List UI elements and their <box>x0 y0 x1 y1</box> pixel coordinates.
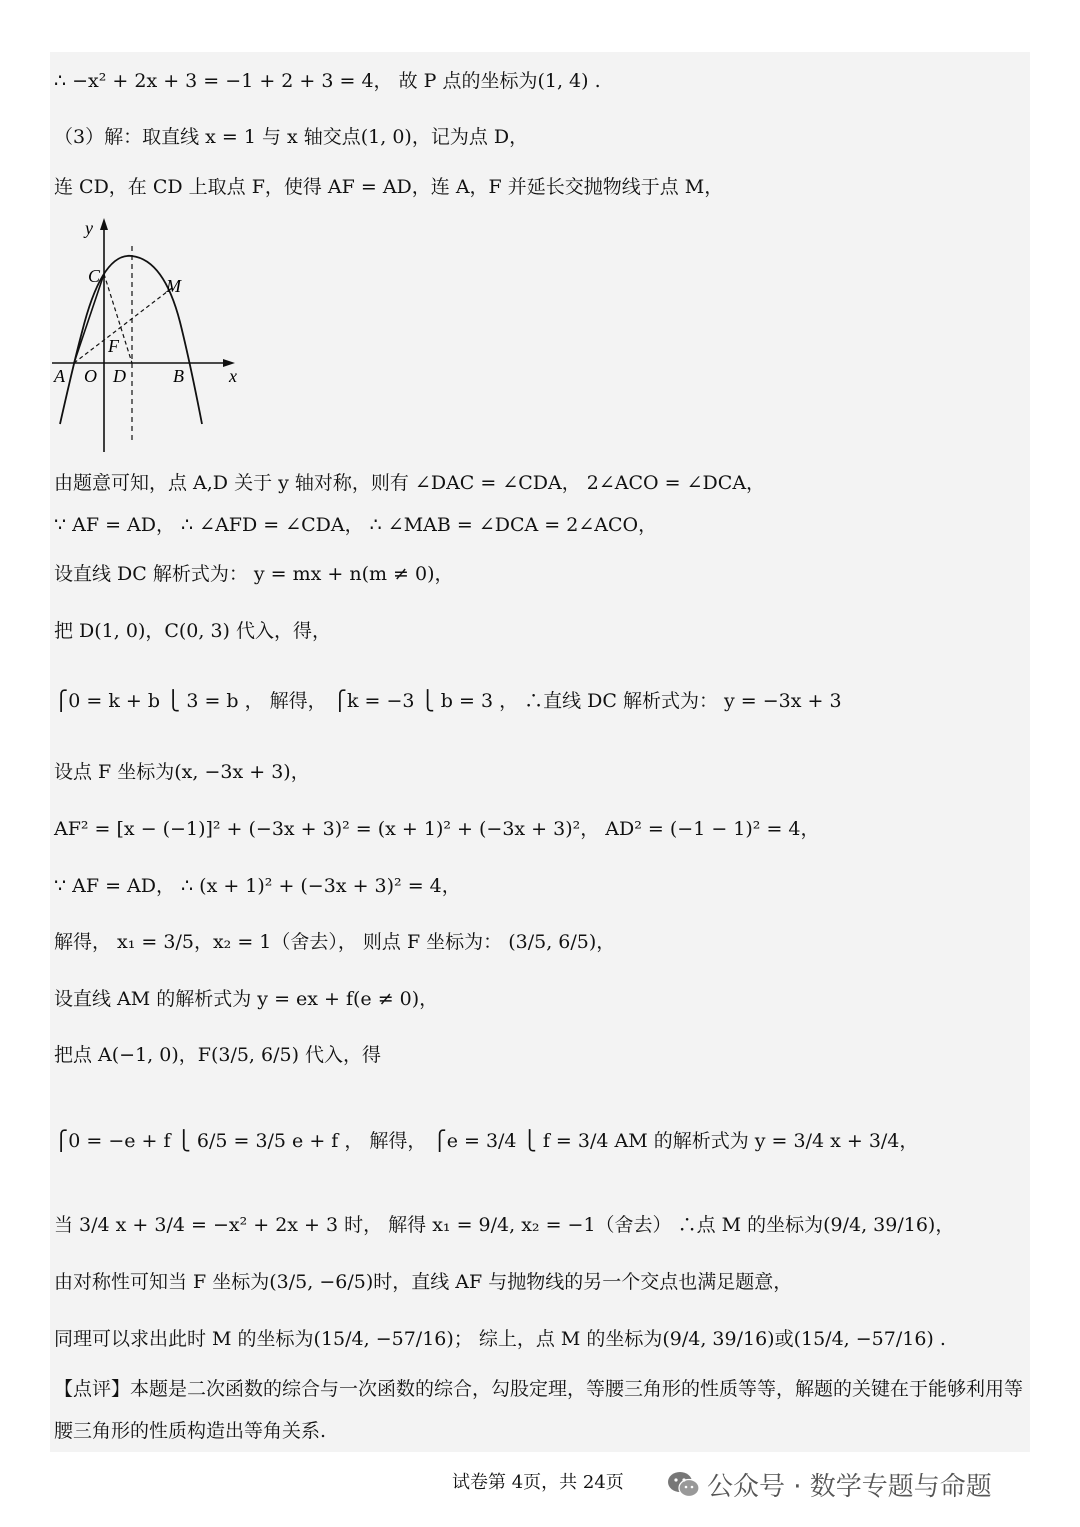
solution-line: 连 CD，在 CD 上取点 F，使得 AF = AD，连 A，F 并延长交抛物线于点 M， <box>54 176 724 198</box>
y-axis-arrow <box>100 218 108 230</box>
solution-line: ∵ AF = AD， ∴ (x + 1)² + (−3x + 3)² = 4， <box>54 875 461 897</box>
solution-line: 设直线 DC 解析式为： y = mx + n(m ≠ 0)， <box>54 563 454 585</box>
solution-line: 设直线 AM 的解析式为 y = ex + f(e ≠ 0)， <box>54 988 439 1010</box>
solution-line: 由题意可知，点 A,D 关于 y 轴对称，则有 ∠DAC = ∠CDA， 2∠ACO = ∠DCA， <box>54 472 766 494</box>
solution-line: 把 D(1, 0)，C(0, 3) 代入，得， <box>54 620 332 642</box>
solution-line: 当 3/4 x + 3/4 = −x² + 2x + 3 时， 解得 x₁ = 9/4, x₂ = −1（舍去） ∴点 M 的坐标为(9/4, 39/16)， <box>54 1214 955 1236</box>
page-footer: 试卷第 4页，共 24页 <box>452 1472 624 1493</box>
label-x: x <box>229 366 237 386</box>
solution-line: 设点 F 坐标为(x, −3x + 3)， <box>54 761 310 783</box>
solution-line: ⎧0 = k + b ⎩ 3 = b ， 解得， ⎧k = −3 ⎩ b = 3 ， ∴直线 DC 解析式为： y = −3x + 3 <box>54 690 842 712</box>
label-y: y <box>85 218 93 238</box>
label-c: C <box>88 266 101 286</box>
solution-line: 由对称性可知当 F 坐标为(3/5, −6/5)时，直线 AF 与抛物线的另一个交点也满足题意， <box>54 1271 793 1293</box>
solution-line: 解得， x₁ = 3/5，x₂ = 1（舍去）， 则点 F 坐标为： (3/5, 6/5)， <box>54 931 616 953</box>
parabola-figure <box>52 212 242 457</box>
segment-ac <box>74 274 104 363</box>
label-b: B <box>173 366 184 386</box>
solution-line: AF² = [x − (−1)]² + (−3x + 3)² = (x + 1)² + (−3x + 3)²， AD² = (−1 − 1)² = 4， <box>54 818 820 840</box>
wechat-icon <box>667 1470 701 1500</box>
watermark-text: 公众号 · 数学专题与命题 <box>707 1472 992 1502</box>
solution-line: （3）解：取直线 x = 1 与 x 轴交点(1, 0)，记为点 D， <box>54 126 529 148</box>
label-a: A <box>54 366 65 386</box>
watermark <box>667 1466 992 1503</box>
label-d: D <box>113 366 126 386</box>
solution-line: ∴ −x² + 2x + 3 = −1 + 2 + 3 = 4， 故 P 点的坐标为(1, 4) . <box>54 70 601 92</box>
label-o: O <box>84 366 97 386</box>
solution-line: 同理可以求出此时 M 的坐标为(15/4, −57/16)； 综上，点 M 的坐标为(9/4, 39/16)或(15/4, −57/16) . <box>54 1328 946 1350</box>
label-m: M <box>166 276 181 296</box>
segment-am <box>74 288 172 363</box>
label-f: F <box>108 336 119 356</box>
solution-line: ⎧0 = −e + f ⎩ 6/5 = 3/5 e + f ， 解得， ⎧e = 3/4 ⎩ f = 3/4 AM 的解析式为 y = 3/4 x + 3/4， <box>54 1130 919 1152</box>
solution-line: ∵ AF = AD， ∴ ∠AFD = ∠CDA， ∴ ∠MAB = ∠DCA = 2∠ACO， <box>54 514 658 536</box>
comment-line: 【点评】本题是二次函数的综合与一次函数的综合，勾股定理，等腰三角形的性质等等，解题的关键在于能够利用等 <box>54 1378 1024 1400</box>
comment-line: 腰三角形的性质构造出等角关系. <box>54 1420 327 1442</box>
solution-line: 把点 A(−1, 0)，F(3/5, 6/5) 代入，得 <box>54 1044 382 1066</box>
